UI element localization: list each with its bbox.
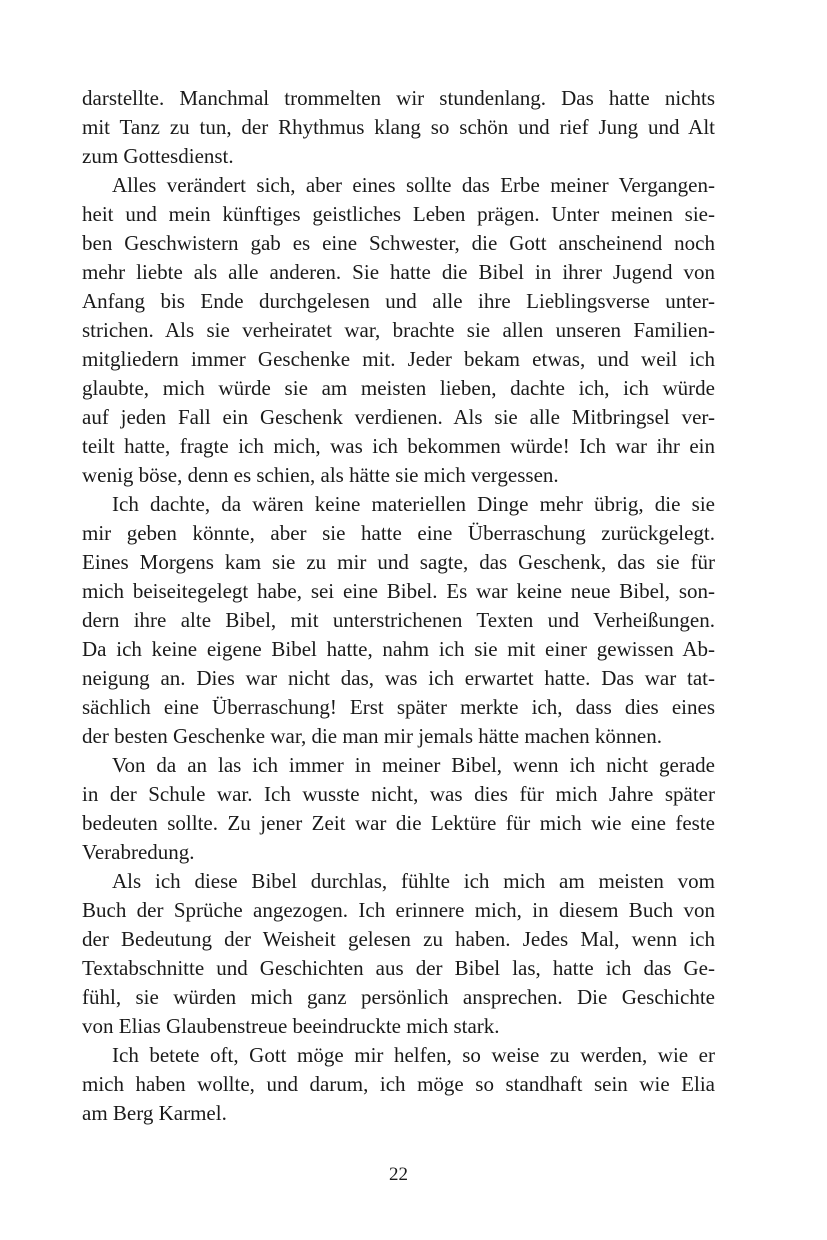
text-line: heit und mein künftiges geistliches Leben prägen. Unter meinen sie- bbox=[82, 202, 715, 226]
paragraph bbox=[82, 490, 715, 751]
paragraph bbox=[82, 751, 715, 867]
text-line: Alles verändert sich, aber eines sollte das Erbe meiner Vergangen- bbox=[112, 173, 715, 197]
text-line: Verabredung. bbox=[82, 840, 195, 864]
text-line: mitgliedern immer Geschenke mit. Jeder bekam etwas, und weil ich bbox=[82, 347, 715, 371]
text-line: der besten Geschenke war, die man mir jemals hätte machen können. bbox=[82, 724, 662, 748]
paragraph bbox=[82, 171, 715, 490]
text-line: von Elias Glaubenstreue beeindruckte mich stark. bbox=[82, 1014, 500, 1038]
text-line: mit Tanz zu tun, der Rhythmus klang so schön und rief Jung und Alt bbox=[82, 115, 715, 139]
text-line: mir geben könnte, aber sie hatte eine Überraschung zurückgelegt. bbox=[82, 521, 715, 545]
text-line: bedeuten sollte. Zu jener Zeit war die Lektüre für mich wie eine feste bbox=[82, 811, 715, 835]
text-line: Buch der Sprüche angezogen. Ich erinnere mich, in diesem Buch von bbox=[82, 898, 715, 922]
text-line: Ich betete oft, Gott möge mir helfen, so weise zu werden, wie er bbox=[112, 1043, 715, 1067]
text-line: Als ich diese Bibel durchlas, fühlte ich mich am meisten vom bbox=[112, 869, 715, 893]
text-line: strichen. Als sie verheiratet war, brachte sie allen unseren Familien- bbox=[82, 318, 715, 342]
text-line: mehr liebte als alle anderen. Sie hatte die Bibel in ihrer Jugend von bbox=[82, 260, 715, 284]
text-line: neigung an. Dies war nicht das, was ich erwartet hatte. Das war tat- bbox=[82, 666, 715, 690]
text-line: Ich dachte, da wären keine materiellen Dinge mehr übrig, die sie bbox=[112, 492, 715, 516]
text-line: Anfang bis Ende durchgelesen und alle ihre Lieblingsverse unter- bbox=[82, 289, 715, 313]
text-line: Von da an las ich immer in meiner Bibel, wenn ich nicht gerade bbox=[112, 753, 715, 777]
text-line: Da ich keine eigene Bibel hatte, nahm ich sie mit einer gewissen Ab- bbox=[82, 637, 715, 661]
text-line: am Berg Karmel. bbox=[82, 1101, 227, 1125]
text-line: mich haben wollte, und darum, ich möge so standhaft sein wie Elia bbox=[82, 1072, 715, 1096]
paragraph bbox=[82, 1041, 715, 1128]
text-line: wenig böse, denn es schien, als hätte sie mich vergessen. bbox=[82, 463, 559, 487]
text-line: in der Schule war. Ich wusste nicht, was dies für mich Jahre später bbox=[82, 782, 715, 806]
page-number: 22 bbox=[389, 1164, 408, 1185]
text-line: zum Gottesdienst. bbox=[82, 144, 234, 168]
text-line: auf jeden Fall ein Geschenk verdienen. Als sie alle Mitbringsel ver- bbox=[82, 405, 715, 429]
paragraph bbox=[82, 84, 715, 171]
text-line: darstellte. Manchmal trommelten wir stundenlang. Das hatte nichts bbox=[82, 86, 715, 110]
text-line: glaubte, mich würde sie am meisten lieben, dachte ich, ich würde bbox=[82, 376, 715, 400]
text-line: teilt hatte, fragte ich mich, was ich bekommen würde! Ich war ihr ein bbox=[82, 434, 715, 458]
body-text bbox=[82, 84, 715, 1128]
text-line: sächlich eine Überraschung! Erst später merkte ich, dass dies eines bbox=[82, 695, 715, 719]
paragraph bbox=[82, 867, 715, 1041]
text-line: dern ihre alte Bibel, mit unterstrichenen Texten und Verheißungen. bbox=[82, 608, 715, 632]
text-line: der Bedeutung der Weisheit gelesen zu haben. Jedes Mal, wenn ich bbox=[82, 927, 715, 951]
text-line: Textabschnitte und Geschichten aus der Bibel las, hatte ich das Ge- bbox=[82, 956, 715, 980]
text-line: fühl, sie würden mich ganz persönlich ansprechen. Die Geschichte bbox=[82, 985, 715, 1009]
text-line: mich beiseitegelegt habe, sei eine Bibel. Es war keine neue Bibel, son- bbox=[82, 579, 715, 603]
text-line: ben Geschwistern gab es eine Schwester, die Gott anscheinend noch bbox=[82, 231, 715, 255]
text-line: Eines Morgens kam sie zu mir und sagte, das Geschenk, das sie für bbox=[82, 550, 715, 574]
